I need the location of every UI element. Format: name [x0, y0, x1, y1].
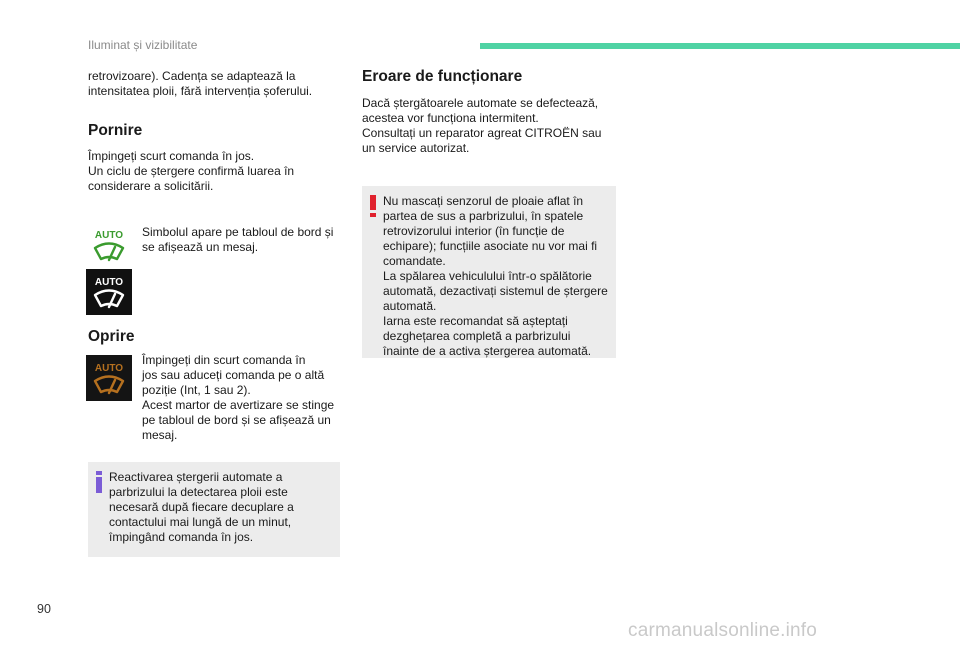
info-box [88, 462, 340, 557]
text-line: poziție (Int, 1 sau 2). [142, 383, 251, 397]
page-number: 90 [37, 602, 51, 616]
auto-wiper-white-icon [86, 269, 132, 315]
warning-box-text [383, 194, 615, 359]
text-line: intensitatea ploii, fără intervenția șoferului. [88, 84, 313, 98]
warning-box [362, 186, 616, 358]
text-line: retrovizoare). Cadența se adaptează la [88, 69, 296, 83]
info-box-text [109, 470, 337, 545]
auto-wiper-green-icon [86, 222, 132, 268]
text-line: acestea vor funcționa intermitent. [362, 111, 539, 125]
text-line: Simbolul apare pe tabloul de bord și [142, 225, 334, 239]
text-line: contactului mai lungă de un minut, [109, 515, 292, 529]
text-line: mesaj. [142, 428, 178, 442]
section-title: Iluminat și vizibilitate [88, 38, 198, 52]
text-line: partea de sus a parbrizului, în spatele [383, 209, 584, 223]
auto-label: AUTO [94, 363, 124, 374]
text-line: retrovizorului interior (în funcție de [383, 224, 565, 238]
text-line: automată. [383, 299, 437, 313]
text-line: Consultați un reparator agreat CITROËN sau [362, 126, 602, 140]
text-line: un service autorizat. [362, 141, 470, 155]
pornire-icon-description [142, 225, 342, 255]
text-line: se afișează un mesaj. [142, 240, 259, 254]
text-line: Împingeți scurt comanda în jos. [88, 149, 255, 163]
text-line: Un ciclu de ștergere confirmă luarea în [88, 164, 295, 178]
section-accent-bar [480, 43, 960, 49]
text-line: jos sau aduceți comanda pe o altă [142, 368, 325, 382]
text-line: Iarna este recomandat să așteptați [383, 314, 568, 328]
text-line: comandate. [383, 254, 446, 268]
text-line: La spălarea vehiculului într-o spălătorie [383, 269, 592, 283]
text-line: împingând comanda în jos. [109, 530, 254, 544]
text-line: echipare); funcțiile asociate nu vor mai fi [383, 239, 598, 253]
heading-eroare: Eroare de funcționare [362, 68, 523, 85]
text-line: considerare a solicitării. [88, 179, 214, 193]
text-line: Nu mascați senzorul de ploaie aflat în [383, 194, 584, 208]
watermark: carmanualsonline.info [628, 620, 818, 641]
text-line: Împingeți din scurt comanda în [142, 353, 306, 367]
text-line: parbrizului la detectarea ploii este [109, 485, 288, 499]
info-icon [94, 471, 104, 493]
intro-paragraph [88, 69, 338, 99]
text-line: dezghețarea completă a parbrizului [383, 329, 571, 343]
text-line: pe tabloul de bord și se afișează un [142, 413, 331, 427]
eroare-paragraph [362, 96, 617, 156]
text-line: Dacă ștergătoarele automate se defectează, [362, 96, 599, 110]
warning-icon [368, 195, 378, 217]
text-line: automată, dezactivați sistemul de ștergere [383, 284, 608, 298]
text-line: necesară după fiecare decuplare a [109, 500, 294, 514]
heading-pornire: Pornire [88, 122, 143, 139]
pornire-paragraph [88, 149, 338, 194]
auto-label: AUTO [94, 230, 124, 241]
auto-label: AUTO [94, 277, 124, 288]
text-line: înainte de a activa ștergerea automată. [383, 344, 592, 358]
oprire-paragraph [142, 353, 342, 443]
heading-oprire: Oprire [88, 328, 135, 345]
auto-wiper-off-icon [86, 355, 132, 401]
text-line: Acest martor de avertizare se stinge [142, 398, 335, 412]
text-line: Reactivarea ștergerii automate a [109, 470, 283, 484]
